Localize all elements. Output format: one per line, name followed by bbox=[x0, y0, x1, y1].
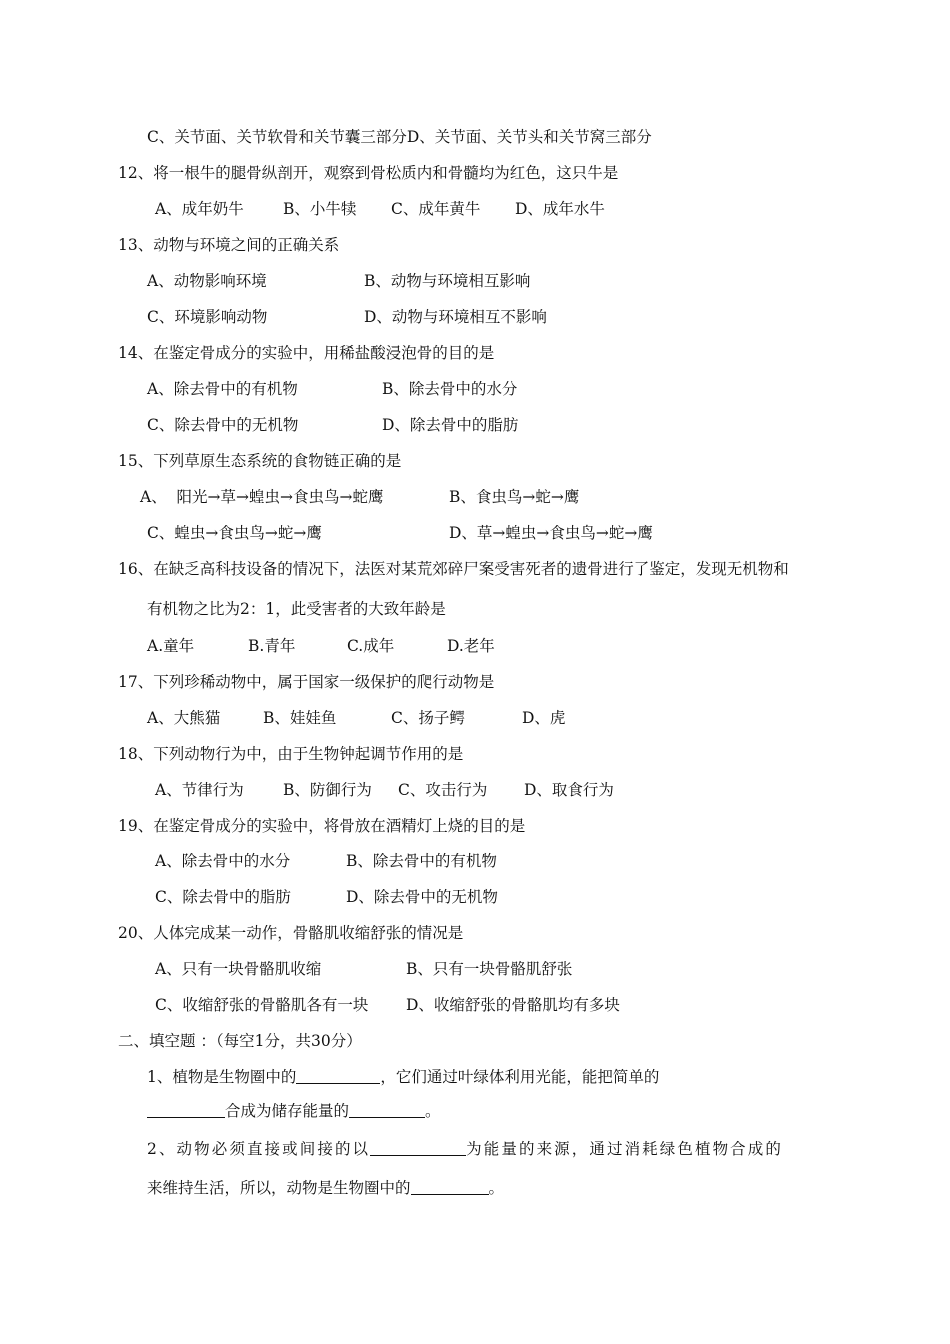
question-15-stem: 15、下列草原生态系统的食物链正确的是 bbox=[118, 452, 402, 470]
q11-option-c: C、关节面、关节软骨和关节囊三部分 bbox=[147, 128, 407, 146]
fill-2-text-c: 来维持生活，所以，动物是生物圈中的 bbox=[147, 1179, 411, 1197]
question-12-option-d: D、成年水牛 bbox=[515, 200, 605, 218]
question-12-option-a: A、成年奶牛 bbox=[155, 200, 244, 218]
question-17-option-d: D、虎 bbox=[522, 709, 566, 727]
question-14-option-b: B、除去骨中的水分 bbox=[382, 380, 518, 398]
q11-option-row-cd bbox=[147, 127, 652, 147]
question-16-stem-continued: 有机物之比为2：1，此受害者的大致年龄是 bbox=[147, 600, 446, 618]
question-18-option-a: A、节律行为 bbox=[155, 781, 244, 799]
question-19-option-b: B、除去骨中的有机物 bbox=[346, 852, 497, 870]
question-19-option-c: C、除去骨中的脂肪 bbox=[155, 888, 291, 906]
question-15-option-b: B、食虫鸟→蛇→鹰 bbox=[449, 488, 580, 506]
question-13-option-c: C、环境影响动物 bbox=[147, 308, 268, 326]
question-17-option-c: C、扬子鳄 bbox=[391, 709, 465, 727]
question-16-option-b: B.青年 bbox=[248, 637, 296, 655]
answer-blank[interactable] bbox=[349, 1102, 425, 1118]
question-16-option-c: C.成年 bbox=[347, 637, 395, 655]
fill-1-text-c: 合成为储存能量的 bbox=[225, 1102, 350, 1120]
question-20-option-a: A、只有一块骨骼肌收缩 bbox=[155, 960, 322, 978]
question-14-stem: 14、在鉴定骨成分的实验中，用稀盐酸浸泡骨的目的是 bbox=[118, 344, 495, 362]
answer-blank[interactable] bbox=[411, 1179, 489, 1195]
question-16-option-a: A.童年 bbox=[147, 637, 195, 655]
question-15-option-a: A、 阳光→草→蝗虫→食虫鸟→蛇鹰 bbox=[140, 488, 384, 506]
question-13-option-d: D、动物与环境相互不影响 bbox=[364, 308, 547, 326]
question-14-option-a: A、除去骨中的有机物 bbox=[147, 380, 298, 398]
question-13-option-b: B、动物与环境相互影响 bbox=[364, 272, 531, 290]
fill-2-text-a: 2、动物必须直接或间接的以 bbox=[147, 1140, 371, 1158]
fill-1-text-a: 1、植物是生物圈中的 bbox=[147, 1068, 297, 1086]
answer-blank[interactable] bbox=[147, 1102, 225, 1118]
question-12-option-b: B、小牛犊 bbox=[283, 200, 357, 218]
section-2-title: 二、填空题 ：（每空1分，共30分） bbox=[118, 1032, 362, 1050]
question-19-option-a: A、除去骨中的水分 bbox=[155, 852, 291, 870]
question-20-stem: 20、人体完成某一动作，骨骼肌收缩舒张的情况是 bbox=[118, 924, 464, 942]
question-16-option-d: D.老年 bbox=[447, 637, 495, 655]
fill-2-end: 。 bbox=[488, 1179, 505, 1197]
fill-1-text-b: ，它们通过叶绿体利用光能，能把简单的 bbox=[380, 1068, 660, 1086]
question-18-option-b: B、防御行为 bbox=[283, 781, 372, 799]
question-20-option-c: C、收缩舒张的骨骼肌各有一块 bbox=[155, 996, 369, 1014]
fill-question-1-line-2 bbox=[147, 1101, 441, 1121]
question-17-option-a: A、大熊猫 bbox=[147, 709, 221, 727]
question-19-option-d: D、除去骨中的无机物 bbox=[346, 888, 498, 906]
question-20-option-d: D、收缩舒张的骨骼肌均有多块 bbox=[406, 996, 620, 1014]
question-18-stem: 18、下列动物行为中，由于生物钟起调节作用的是 bbox=[118, 745, 464, 763]
question-15-option-d: D、草→蝗虫→食虫鸟→蛇→鹰 bbox=[449, 524, 653, 542]
question-17-option-b: B、娃娃鱼 bbox=[263, 709, 337, 727]
question-20-option-b: B、只有一块骨骼肌舒张 bbox=[406, 960, 573, 978]
question-13-stem: 13、动物与环境之间的正确关系 bbox=[118, 236, 340, 254]
question-13-option-a: A、动物影响环境 bbox=[147, 272, 267, 290]
fill-question-1-line-1 bbox=[147, 1067, 659, 1087]
fill-question-2-line-1 bbox=[147, 1139, 783, 1159]
question-18-option-d: D、取食行为 bbox=[524, 781, 614, 799]
question-18-option-c: C、攻击行为 bbox=[398, 781, 488, 799]
fill-1-end: 。 bbox=[425, 1102, 441, 1120]
q11-option-d: D、关节面、关节头和关节窝三部分 bbox=[406, 128, 652, 146]
fill-question-2-line-2 bbox=[147, 1178, 504, 1198]
question-17-stem: 17、下列珍稀动物中，属于国家一级保护的爬行动物是 bbox=[118, 673, 495, 691]
question-12-stem: 12、将一根牛的腿骨纵剖开，观察到骨松质内和骨髓均为红色，这只牛是 bbox=[118, 164, 619, 182]
question-12-option-c: C、成年黄牛 bbox=[391, 200, 481, 218]
answer-blank[interactable] bbox=[370, 1140, 466, 1156]
question-19-stem: 19、在鉴定骨成分的实验中，将骨放在酒精灯上烧的目的是 bbox=[118, 817, 526, 835]
question-16-stem: 16、在缺乏高科技设备的情况下，法医对某荒郊碎尸案受害死者的遗骨进行了鉴定，发现无机物和 bbox=[118, 560, 789, 578]
answer-blank[interactable] bbox=[296, 1068, 380, 1084]
question-14-option-c: C、除去骨中的无机物 bbox=[147, 416, 299, 434]
question-15-option-c: C、蝗虫→食虫鸟→蛇→鹰 bbox=[147, 524, 322, 542]
fill-2-text-b: 为能量的来源，通过消耗绿色植物合成的 bbox=[466, 1140, 783, 1158]
question-14-option-d: D、除去骨中的脂肪 bbox=[382, 416, 519, 434]
